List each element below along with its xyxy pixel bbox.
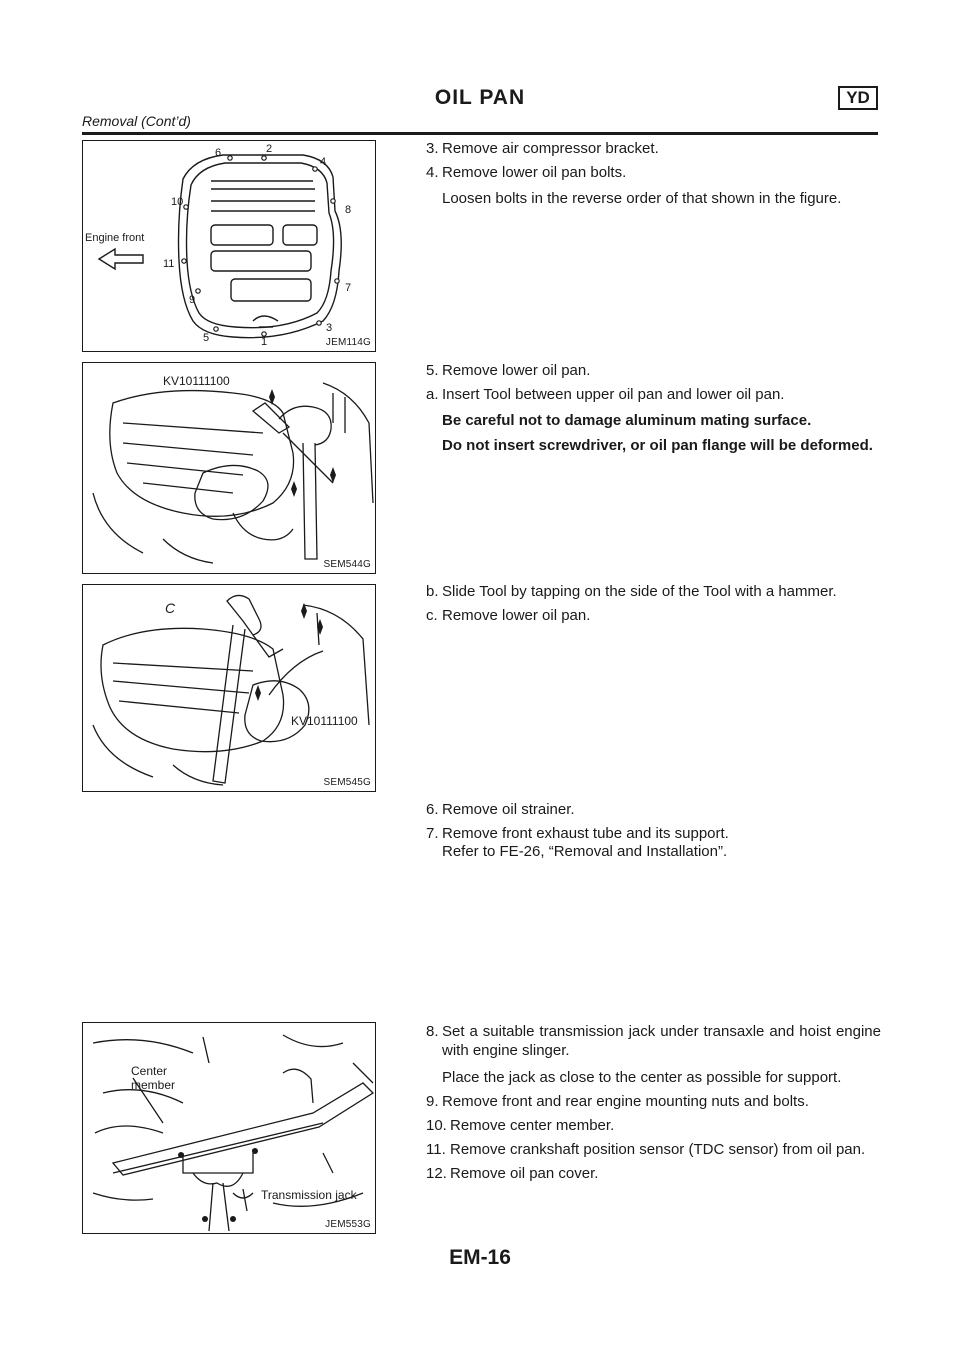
bolt-number: 11 bbox=[163, 258, 175, 270]
bolt-number: 8 bbox=[345, 204, 352, 216]
engine-code-badge: YD bbox=[838, 86, 878, 110]
step-5: 5. Remove lower oil pan. bbox=[426, 362, 591, 379]
insert-tool-illustration bbox=[83, 363, 376, 574]
step-4-note: Loosen bolts in the reverse order of that shown in the figure. bbox=[442, 190, 842, 207]
bolt-number: 6 bbox=[215, 147, 222, 159]
caution-aluminum: Be careful not to damage aluminum mating surface. bbox=[442, 412, 812, 429]
transmission-jack-label: Transmission jack bbox=[261, 1188, 357, 1202]
center-member-label: Center bbox=[131, 1064, 168, 1078]
hammer-illustration bbox=[83, 585, 376, 792]
header-rule bbox=[82, 132, 878, 135]
step-5a: a. Insert Tool between upper oil pan and lower oil pan. bbox=[426, 386, 785, 403]
figure-code: SEM545G bbox=[323, 777, 371, 788]
tool-number-label: KV10111100 bbox=[291, 714, 358, 728]
bolt-number: 4 bbox=[320, 156, 327, 168]
bolt-number: 10 bbox=[171, 196, 184, 208]
figure-code: SEM544G bbox=[323, 559, 371, 570]
step-8: 8. Set a suitable transmission jack under transaxle and hoist engine with engine slinger. bbox=[426, 1023, 881, 1059]
tool-number-label: KV10111100 bbox=[163, 374, 230, 388]
step-3: 3. Remove air compressor bracket. bbox=[426, 140, 659, 157]
step-7-reference: Refer to FE-26, “Removal and Installation”. bbox=[442, 843, 728, 860]
figure-oil-pan-bolt-order bbox=[82, 140, 376, 352]
engine-front-label: Engine front bbox=[85, 232, 145, 244]
bolt-number: 9 bbox=[189, 294, 196, 306]
bolt-number: 7 bbox=[345, 282, 352, 294]
step-10: 10. Remove center member. bbox=[426, 1117, 615, 1134]
center-member-label: member bbox=[131, 1078, 176, 1092]
step-5b: b. Slide Tool by tapping on the side of the Tool with a hammer. bbox=[426, 583, 837, 600]
bolt-number: 3 bbox=[326, 322, 333, 334]
step-6: 6. Remove oil strainer. bbox=[426, 801, 575, 818]
step-11: 11. Remove crankshaft position sensor (TDC sensor) from oil pan. bbox=[426, 1141, 866, 1158]
figure-code: JEM553G bbox=[325, 1219, 371, 1230]
step-9: 9. Remove front and rear engine mounting nuts and bolts. bbox=[426, 1093, 809, 1110]
bolt-number: 2 bbox=[266, 143, 273, 155]
page-number: EM-16 bbox=[449, 1246, 511, 1269]
page-title: OIL PAN bbox=[434, 86, 526, 109]
figure-mark-c: C bbox=[165, 600, 176, 616]
bolt-number: 1 bbox=[261, 336, 268, 348]
figure-insert-tool bbox=[82, 362, 376, 574]
caution-screwdriver: Do not insert screwdriver, or oil pan flange will be deformed. bbox=[442, 437, 873, 454]
step-5c: c. Remove lower oil pan. bbox=[426, 607, 591, 624]
step-12: 12. Remove oil pan cover. bbox=[426, 1165, 599, 1182]
bolt-number: 5 bbox=[203, 332, 210, 344]
section-subtitle: Removal (Cont’d) bbox=[82, 113, 191, 129]
jack-illustration bbox=[83, 1023, 376, 1234]
step-7: 7. Remove front exhaust tube and its support. bbox=[426, 825, 729, 842]
figure-slide-tool-hammer bbox=[82, 584, 376, 792]
step-4: 4. Remove lower oil pan bolts. bbox=[426, 164, 627, 181]
figure-transmission-jack bbox=[82, 1022, 376, 1234]
oil-pan-illustration bbox=[83, 141, 376, 352]
figure-code: JEM114G bbox=[325, 337, 371, 348]
step-8-note: Place the jack as close to the center as possible for support. bbox=[442, 1069, 842, 1086]
